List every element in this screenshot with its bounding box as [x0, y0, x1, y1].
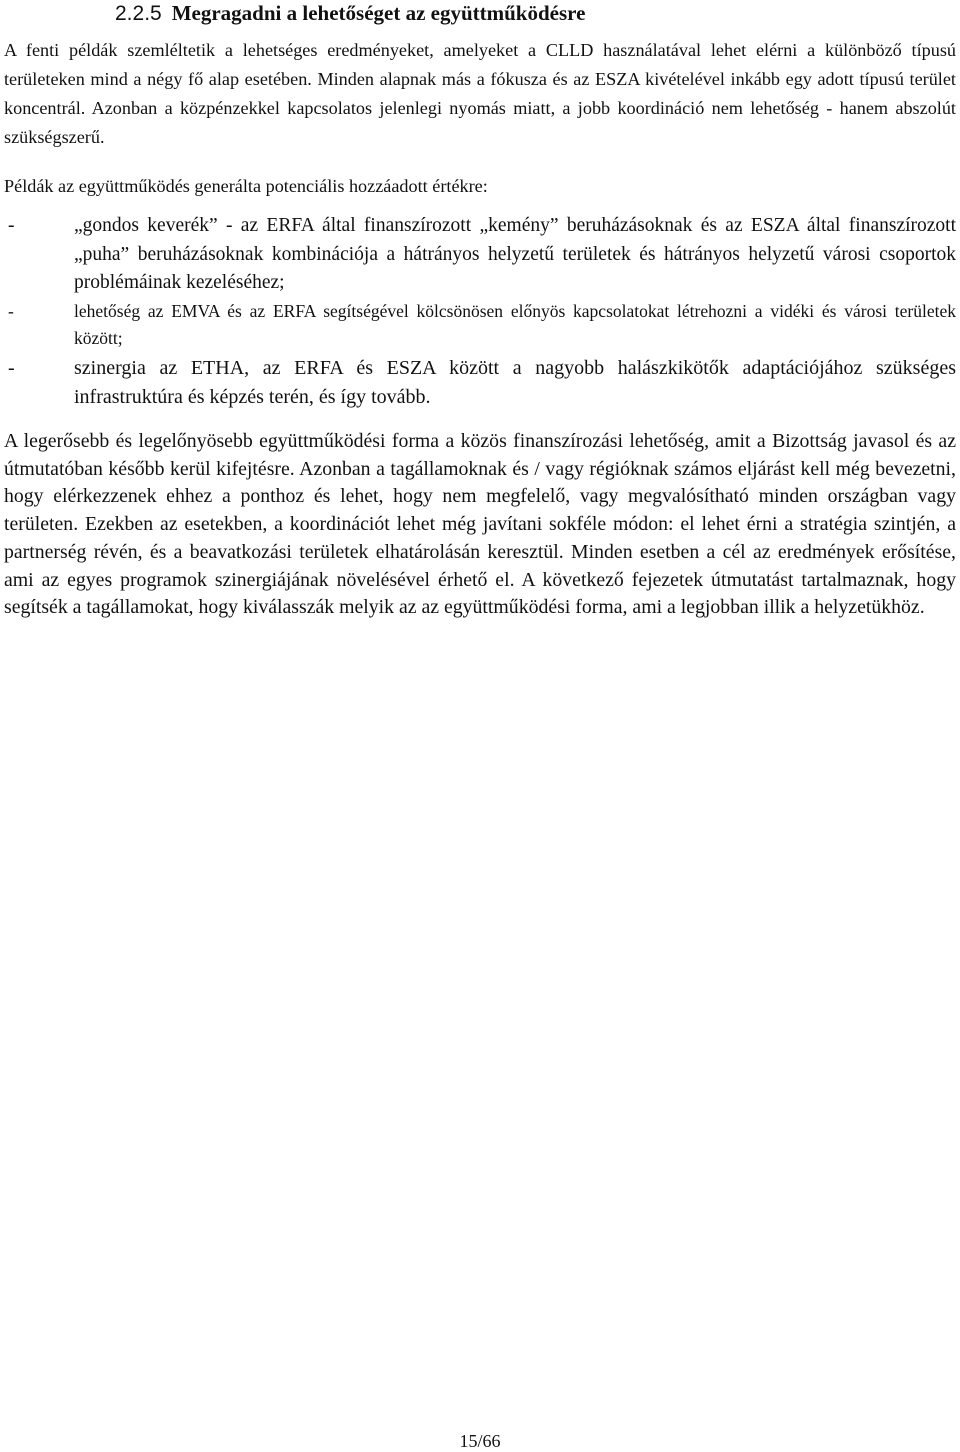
- list-bullet: -: [8, 356, 15, 379]
- section-number: 2.2.5: [115, 2, 162, 25]
- section-title: Megragadni a lehetőséget az együttműködésre: [171, 1, 586, 25]
- list-item: [4, 298, 956, 352]
- list-item: [4, 212, 956, 298]
- examples-list: [4, 212, 956, 412]
- closing-paragraph: A legerősebb és legelőnyösebb együttműködési forma a közös finanszírozási lehetőség, amit a Bizottság javasol és az útmutatóban később kerül kifejtésre. Azonban a tagállamoknak és / vagy régióknak számos eljárást kell még bevezetni, hogy elérkezzenek ehhez a ponthoz és lehet, hogy nem megfelelő, vagy megvalósítható minden országban vagy területen. Ezekben az esetekben, a koordinációt lehet még javítani sokféle módon: el lehet érni a stratégia szintjén, a partnerség révén, és a beavatkozási területek elhatárolásán keresztül. Minden esetben a cél az eredmények erősítése, ami az egyes programok szinergiájának növelésével érhető el. A következő fejezetek útmutatást tartalmaznak, hogy segítsék a tagállamokat, hogy kiválasszák melyik az az együttműködési forma, ami a legjobban illik a helyzetükhöz.: [4, 430, 956, 619]
- list-item-text: lehetőség az EMVA és az ERFA segítségével kölcsönösen előnyös kapcsolatokat létrehozni a vidéki és városi területek között;: [74, 300, 956, 348]
- list-item: [4, 354, 956, 412]
- list-bullet: -: [8, 215, 15, 236]
- list-item-text: szinergia az ETHA, az ERFA és ESZA között a nagyobb halászkikötők adaptációjához szükséges infrastruktúra és képzés terén, és így tovább.: [74, 356, 956, 408]
- page-number: 15/66: [459, 1431, 501, 1451]
- list-item-text: „gondos keverék” - az ERFA által finanszírozott „kemény” beruházásoknak és az ESZA által finanszírozott „puha” beruházásoknak kombinációja a hátrányos helyzetű területek és hátrányos helyzetű városi csoportok problémáinak kezeléséhez;: [74, 215, 956, 293]
- list-bullet: -: [8, 300, 14, 321]
- section-heading: [115, 0, 585, 27]
- intro-paragraph: A fenti példák szemléltetik a lehetséges eredményeket, amelyeket a CLLD használatával lehet elérni a különböző típusú területeken mind a négy fő alap esetében. Minden alapnak más a fókusza és az ESZA kivételével inkább egy adott típusú terület koncentrál. Azonban a közpénzekkel kapcsolatos jelenlegi nyomás miatt, a jobb koordináció nem lehetőség - hanem abszolút szükségszerű.: [4, 40, 956, 147]
- examples-intro: Példák az együttműködés generálta potenciális hozzáadott értékre:: [4, 176, 488, 196]
